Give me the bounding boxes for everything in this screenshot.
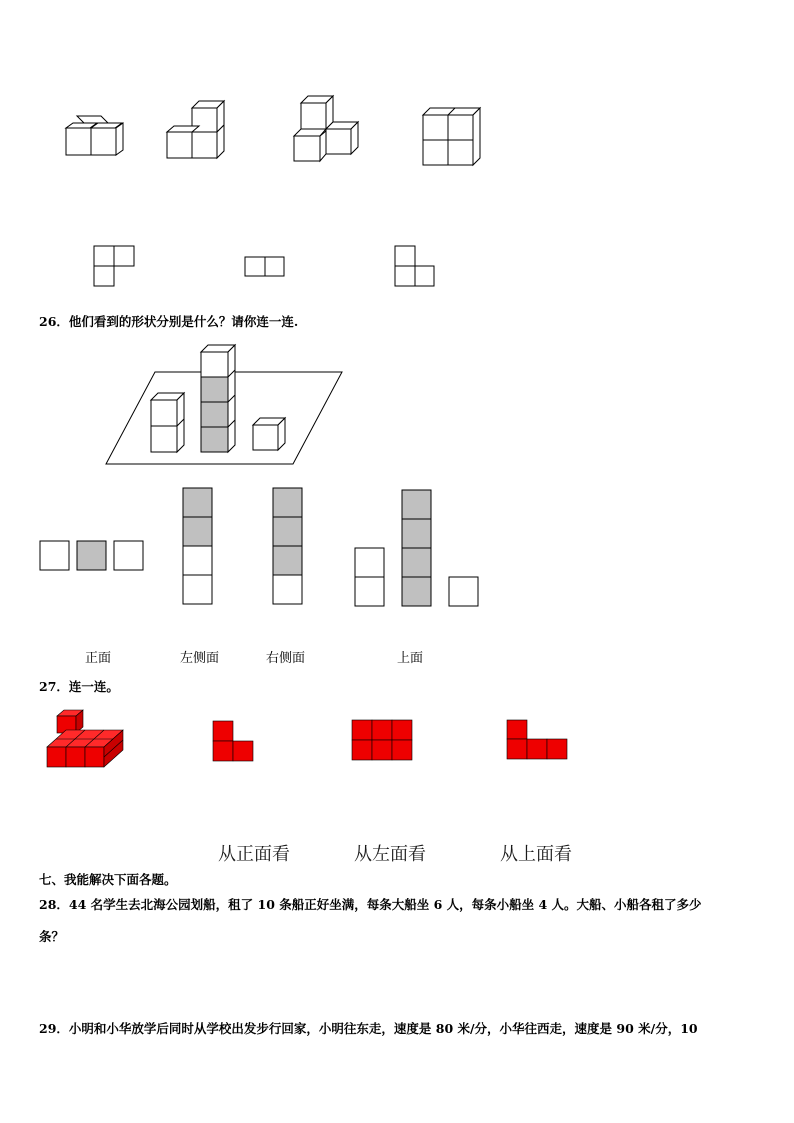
label-view-from-front: 从正面看 [218, 844, 290, 865]
view-option-left [183, 488, 212, 604]
section-7-heading: 七、我能解决下面各题。 [39, 872, 177, 887]
label-view-from-top: 从上面看 [500, 844, 572, 865]
middle-stack [201, 345, 235, 452]
view-option-right [273, 488, 302, 604]
question-27: 27．连一连。 [39, 679, 119, 694]
cube-figures-top [0, 0, 794, 300]
view-shape-2 [245, 257, 284, 276]
question-29-line-1: 29．小明和小华放学后同时从学校出发步行回家，小明往东走，速度是 80 米/分，小华往西走，速度是 90 米/分，10 [39, 1021, 698, 1036]
question-28-line-1: 28．44 名学生去北海公园划船，租了 10 条船正好坐满，每条大船坐 6 人，每条小船坐 4 人。大船、小船各租了多少 [39, 897, 702, 912]
label-top-view: 上面 [397, 651, 424, 666]
red-view-l-small [213, 721, 253, 761]
cube-figure-b [167, 101, 224, 158]
cube-figure-c [294, 96, 358, 161]
right-cube [253, 418, 285, 450]
label-left-view: 左侧面 [180, 651, 220, 666]
red-view-2x3 [352, 720, 412, 760]
view-option-top [355, 490, 478, 606]
question-28-line-2: 条？ [39, 929, 65, 944]
red-view-l-wide [507, 720, 567, 759]
red-3d-figure [47, 710, 123, 767]
label-view-from-left: 从左面看 [354, 844, 426, 865]
view-shape-3 [395, 246, 434, 286]
view-option-front [40, 541, 143, 570]
left-stack [151, 393, 184, 452]
question-26: 26．他们看到的形状分别是什么？请你连一连. [39, 314, 299, 329]
label-front-view: 正面 [85, 651, 112, 666]
base-parallelogram [106, 372, 342, 464]
cube-figure-d [423, 108, 480, 165]
cube-figure-a [66, 116, 123, 155]
view-shape-1 [94, 246, 134, 286]
label-right-view: 右侧面 [266, 651, 306, 666]
